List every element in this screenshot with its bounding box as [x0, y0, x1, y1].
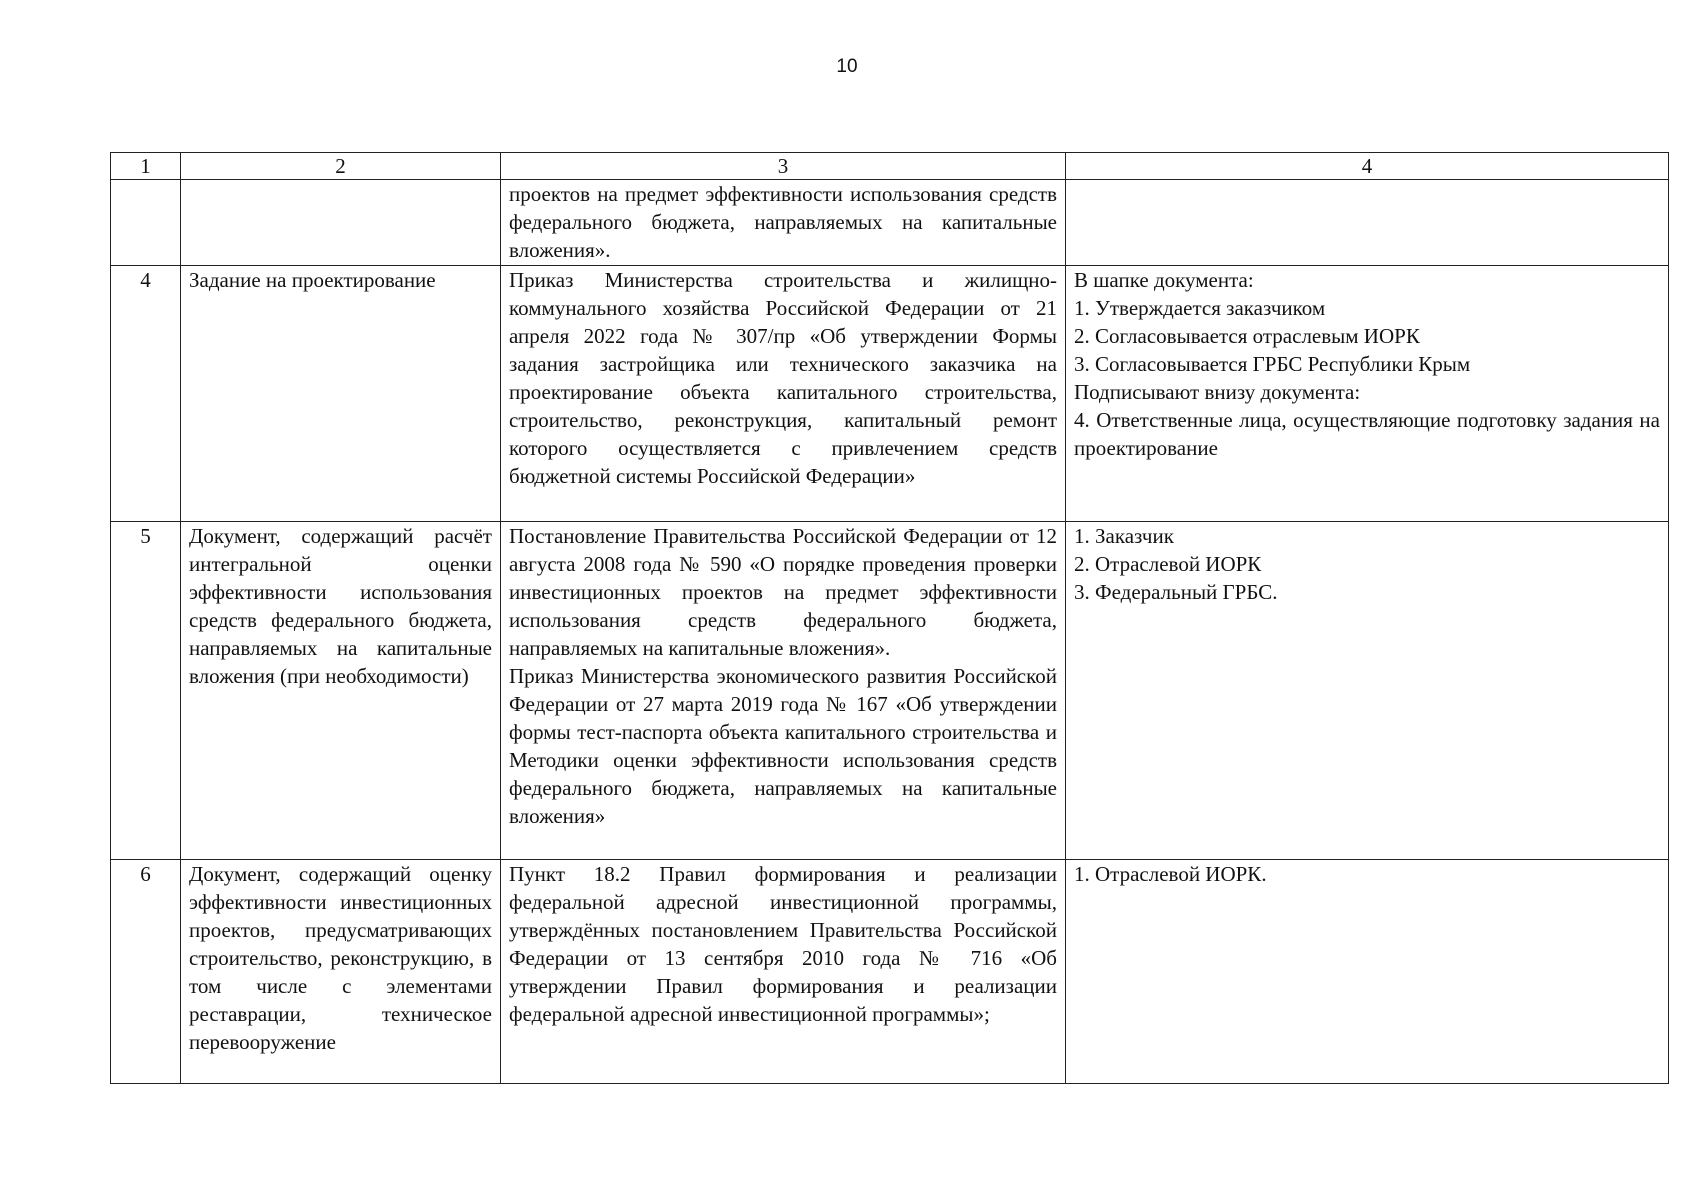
header-col-1: 1	[111, 153, 181, 180]
signers-cell	[1066, 266, 1669, 522]
legal-basis-text: проектов на предмет эффективности использования средств федерального бюджета, направляемых на капитальные вложения».	[509, 182, 1057, 262]
signer-item: 1. Заказчик	[1074, 524, 1174, 548]
page-number: 10	[836, 56, 858, 77]
signers-cell	[1066, 860, 1669, 1084]
signer-item: 3. Согласовывается ГРБС Республики Крым	[1074, 352, 1471, 376]
legal-basis-text: Постановление Правительства Российской Федерации от 12 августа 2008 года № 590 «О порядке проведения проверки инвестиционных проектов на предмет эффективности использования средств федерального бюджета, направляемых на капитальные вложения».	[509, 524, 1057, 660]
table-row	[111, 860, 1669, 1084]
signer-item: 1. Отраслевой ИОРК.	[1074, 862, 1267, 886]
document-name-cell: Документ, содержащий расчёт интегральной оценки эффективности использования средств федерального бюджета, направляемых на капитальные вложения (при необходимости)	[181, 522, 501, 860]
row-number	[111, 180, 181, 266]
header-col-3: 3	[501, 153, 1066, 180]
legal-basis-cell	[501, 266, 1066, 522]
table-row	[111, 180, 1669, 266]
table-row	[111, 522, 1669, 860]
legal-basis-text: Пункт 18.2 Правил формирования и реализации федеральной адресной инвестиционной программы, утверждённых постановлением Правительства Российской Федерации от 13 сентября 2010 года № 716 «Об утверждении Правил формирования и реализации федеральной адресной инвестиционной программы»;	[509, 862, 1057, 1026]
signer-item: 3. Федеральный ГРБС.	[1074, 580, 1278, 604]
signers-heading: В шапке документа:	[1074, 268, 1254, 292]
legal-basis-cell	[501, 860, 1066, 1084]
signer-item: 1. Утверждается заказчиком	[1074, 296, 1326, 320]
signers-heading: Подписывают внизу документа:	[1074, 380, 1361, 404]
header-col-2: 2	[181, 153, 501, 180]
legal-basis-text: Приказ Министерства строительства и жилищно-коммунального хозяйства Российской Федерации от 21 апреля 2022 года № 307/пр «Об утверждении Формы задания застройщика или технического заказчика на проектирование объекта капитального строительства, строительство, реконструкция, капитальный ремонт которого осуществляется с привлечением средств бюджетной системы Российской Федерации»	[509, 268, 1057, 488]
document-table	[110, 152, 1669, 1084]
document-name-cell: Задание на проектирование	[181, 266, 501, 522]
signers-cell	[1066, 522, 1669, 860]
legal-basis-cell	[501, 522, 1066, 860]
legal-basis-text: Приказ Министерства экономического развития Российской Федерации от 27 марта 2019 года № 167 «Об утверждении формы тест-паспорта объекта капитального строительства и Методики оценки эффективности использования средств федерального бюджета, направляемых на капитальные вложения»	[509, 664, 1057, 828]
signer-item: 2. Согласовывается отраслевым ИОРК	[1074, 324, 1420, 348]
header-row	[111, 153, 1669, 180]
signer-item: 2. Отраслевой ИОРК	[1074, 552, 1262, 576]
row-number: 4	[111, 266, 181, 522]
table-row	[111, 266, 1669, 522]
table-header	[111, 153, 1669, 180]
legal-basis-cell	[501, 180, 1066, 266]
signers-cell	[1066, 180, 1669, 266]
row-number: 5	[111, 522, 181, 860]
row-number: 6	[111, 860, 181, 1084]
document-name-cell	[181, 180, 501, 266]
header-col-4: 4	[1066, 153, 1669, 180]
document-name-cell: Документ, содержащий оценку эффективности инвестиционных проектов, предусматривающих строительство, реконструкцию, в том числе с элементами реставрации, техническое перевооружение	[181, 860, 501, 1084]
signer-item: 4. Ответственные лица, осуществляющие подготовку задания на проектирование	[1074, 408, 1660, 460]
